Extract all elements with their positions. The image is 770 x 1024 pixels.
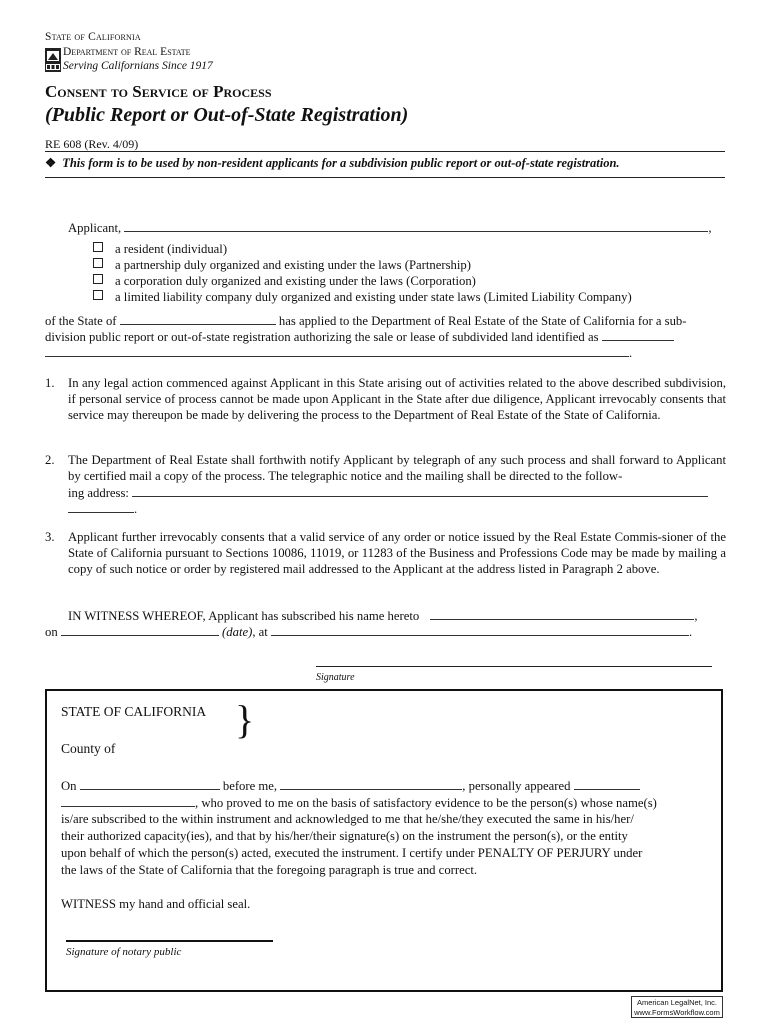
state-line-1: of the State of has applied to the Department of Real Estate of the State of California for a sub- [45,314,687,328]
appeared-name-field-2[interactable] [61,794,195,807]
state-line-3: . [45,344,632,361]
signature-label: Signature [316,672,355,683]
witness-row: IN WITNESS WHEREOF, Applicant has subscribed his name hereto , [68,609,698,623]
land-identified-field-2[interactable] [45,344,629,357]
dre-logo-icon [45,48,61,72]
notary-name-field[interactable] [280,777,462,790]
applicant-type-option-1[interactable]: a partnership duly organized and existing under the laws (Partnership) [93,257,471,273]
notary-witness: WITNESS my hand and official seal. [61,897,251,911]
publisher-url[interactable]: www.FormsWorkflow.com [634,1008,720,1017]
top-divider [45,151,725,152]
notary-line-6: the laws of the State of California that the foregoing paragraph is true and correct. [61,863,478,877]
applicant-type-option-0[interactable]: a resident (individual) [93,241,227,257]
paragraph-3-number: 3. [45,530,55,544]
instruction-note-text: This form is to be used by non-resident applicants for a subdivision public report or out-of-state registration. [62,156,620,170]
notary-date-field[interactable] [80,777,220,790]
department-motto: Serving Californians Since 1917 [63,60,213,72]
notary-signature-line[interactable] [66,940,273,942]
state-heading: State of California [45,31,141,43]
notary-line-4: their authorized capacity(ies), and that by his/her/their signature(s) on the instrument the person(s), or the entity [61,829,628,843]
form-number: RE 608 (Rev. 4/09) [45,137,139,151]
address-row: ing address: [68,484,726,501]
appeared-name-field[interactable] [574,777,640,790]
applicant-name-field[interactable] [124,219,708,232]
address-field-2[interactable] [68,500,134,513]
checkbox-icon[interactable] [93,274,103,284]
applicant-type-option-3[interactable]: a limited liability company duly organized and existing under state laws (Limited Liability Company) [93,289,632,305]
applicant-signature-line[interactable] [316,666,712,667]
notary-line-5: upon behalf of which the person(s) acted, executed the instrument. I certify under PENALTY OF PERJURY under [61,846,643,860]
applicant-row: Applicant, , [68,221,712,235]
notary-line-1: On before me, , personally appeared [61,777,711,794]
notary-line-2: , who proved to me on the basis of satisfactory evidence to be the person(s) whose name(s) [61,794,711,811]
address-row-2: . [68,500,137,517]
instruction-note [45,155,620,171]
checkbox-icon[interactable] [93,258,103,268]
diamond-bullet-icon: ❖ [45,156,57,170]
location-field[interactable] [271,623,689,636]
notary-county: County of [61,741,116,756]
paragraph-2-number: 2. [45,453,55,467]
state-field[interactable] [120,312,276,325]
note-divider [45,177,725,178]
form-subtitle: (Public Report or Out-of-State Registration) [45,104,409,126]
state-line-2: division public report or out-of-state registration authorizing the sale or lease of subdivided land identified as [45,328,727,345]
form-title: Consent to Service of Process [45,82,272,101]
date-field[interactable] [61,623,219,636]
checkbox-icon[interactable] [93,290,103,300]
applicant-signature-name-field[interactable] [430,607,694,620]
applicant-label: Applicant, [68,221,122,235]
address-field[interactable] [132,484,708,497]
notary-state: STATE OF CALIFORNIA [61,704,207,719]
land-identified-field[interactable] [602,328,674,341]
paragraph-3: Applicant further irrevocably consents that a valid service of any order or notice issued by the Real Estate Commis-sioner of the State of California pursuant to Sections 10086, 11019, or 11283 of the Business and Professions Code may be made by mailing a copy of such notice or order by registered mail addressed to the Applicant at the address listed in Paragraph 2 above. [68,530,726,576]
checkbox-icon[interactable] [93,242,103,252]
paragraph-2: The Department of Real Estate shall forthwith notify Applicant by telegraph of any such process and shall forward to Applicant by certified mail a copy of the process. The telegraphic notice and the mailing shall be directed to the follow- [68,453,726,483]
applicant-type-option-2[interactable]: a corporation duly organized and existing under the laws (Corporation) [93,273,476,289]
publisher-name: American LegalNet, Inc. [636,998,718,1007]
paragraph-1: In any legal action commenced against Applicant in this State arising out of activities related to the above described subdivision, if personal service of process cannot be made upon Applicant in the State after due diligence, Applicant irrevocably consents that service may thereupon be made by delivering the process to the Department of Real Estate of the State of California. [68,376,726,422]
notary-line-3: is/are subscribed to the within instrument and acknowledged to me that he/she/they executed the same in his/her/ [61,812,634,826]
publisher-footer [631,996,723,1018]
department-heading: Department of Real Estate [63,46,191,58]
brace-icon: } [235,697,255,742]
paragraph-1-number: 1. [45,376,55,390]
date-location-row: on (date), at . [45,625,693,639]
notary-signature-label: Signature of notary public [66,946,182,958]
